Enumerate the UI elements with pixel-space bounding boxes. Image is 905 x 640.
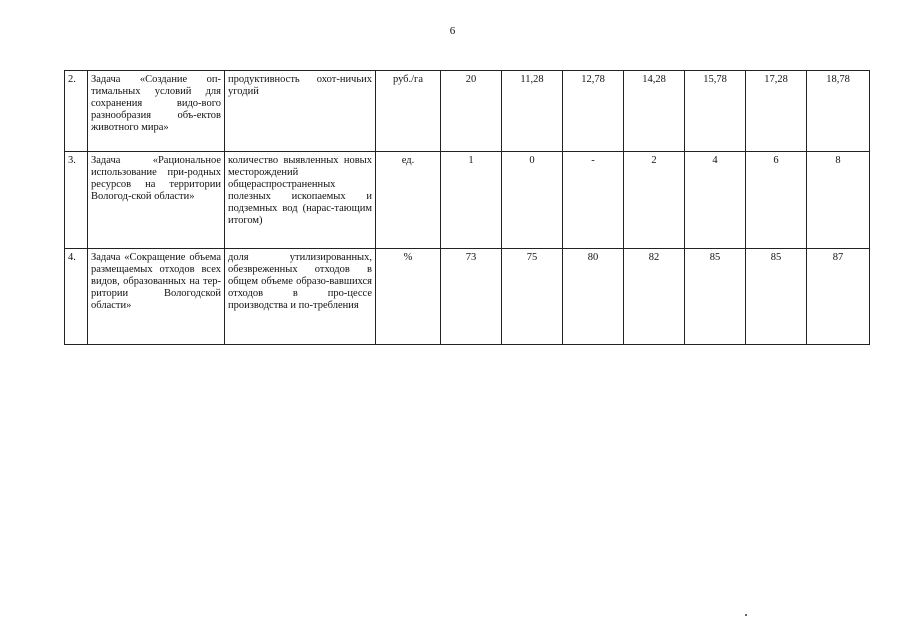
value-cell: 18,78 [807, 71, 870, 152]
table-row [65, 71, 870, 152]
value-cell: 85 [685, 249, 746, 345]
indicator-cell: доля утилизированных, обезвреженных отходов в общем объеме образо-вавшихся отходов в про-цессе производства и по-требления [225, 249, 376, 345]
value-cell: 82 [624, 249, 685, 345]
task-cell: Задача «Создание оп-тимальных условий для сохранения видо-вого разнообразия объ-ектов животного мира» [88, 71, 225, 152]
unit-cell: ед. [376, 152, 441, 249]
row-number: 2. [65, 71, 88, 152]
value-cell: 87 [807, 249, 870, 345]
unit-cell: % [376, 249, 441, 345]
value-cell: 85 [746, 249, 807, 345]
value-cell: 75 [502, 249, 563, 345]
value-cell: 0 [502, 152, 563, 249]
value-cell: 6 [746, 152, 807, 249]
value-cell: 17,28 [746, 71, 807, 152]
indicator-cell: продуктивность охот-ничьих угодий [225, 71, 376, 152]
value-cell: 1 [441, 152, 502, 249]
value-cell: 73 [441, 249, 502, 345]
value-cell: 12,78 [563, 71, 624, 152]
value-cell: 20 [441, 71, 502, 152]
value-cell: - [563, 152, 624, 249]
value-cell: 4 [685, 152, 746, 249]
value-cell: 2 [624, 152, 685, 249]
value-cell: 8 [807, 152, 870, 249]
value-cell: 15,78 [685, 71, 746, 152]
unit-cell: руб./га [376, 71, 441, 152]
indicators-table [64, 70, 870, 345]
value-cell: 11,28 [502, 71, 563, 152]
value-cell: 80 [563, 249, 624, 345]
table-row [65, 249, 870, 345]
table-row [65, 152, 870, 249]
task-cell: Задача «Рациональное использование при-родных ресурсов на территории Вологод-ской области» [88, 152, 225, 249]
scan-speck [745, 614, 747, 616]
task-cell: Задача «Сокращение объема размещаемых отходов всех видов, образованных на тер-ритории Вологодской области» [88, 249, 225, 345]
row-number: 4. [65, 249, 88, 345]
indicator-cell: количество выявленных новых месторождений общераспространенных полезных ископаемых и подземных вод (нарас-тающим итогом) [225, 152, 376, 249]
page-number: 6 [449, 25, 456, 37]
value-cell: 14,28 [624, 71, 685, 152]
row-number: 3. [65, 152, 88, 249]
